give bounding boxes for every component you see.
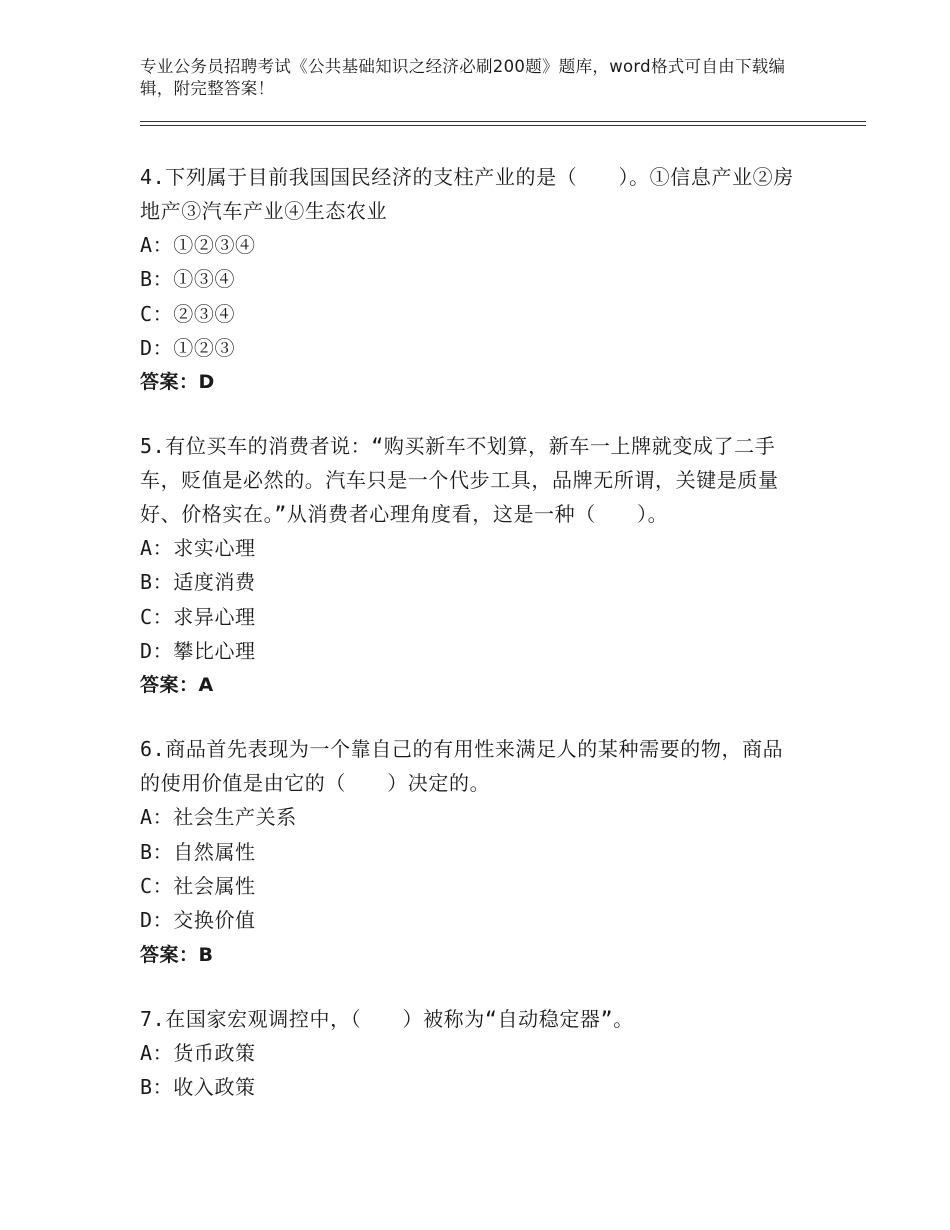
header-divider-top bbox=[140, 121, 866, 122]
option-a: A：社会生产关系 bbox=[140, 805, 297, 830]
question-stem: 7.在国家宏观调控中，（ ）被称为“自动稳定器”。 bbox=[140, 1006, 634, 1031]
question-6 bbox=[140, 732, 800, 971]
option-a: A：①②③④ bbox=[140, 233, 256, 257]
document-header: 专业公务员招聘考试《公共基础知识之经济必刷200题》题库，word格式可自由下载编辑，附完整答案！ bbox=[140, 57, 786, 98]
option-a: A：求实心理 bbox=[140, 536, 256, 561]
answer-line: 答案：D bbox=[140, 371, 215, 394]
option-b: B：收入政策 bbox=[140, 1074, 256, 1099]
question-stem: 5.有位买车的消费者说：“购买新车不划算，新车一上牌就变成了二手车，贬值是必然的。汽车只是一个代步工具，品牌无所谓，关键是质量好、价格实在。”从消费者心理角度看，这是一种（ ）。 bbox=[140, 434, 779, 527]
answer-line: 答案：A bbox=[140, 674, 214, 697]
option-d: D：①②③ bbox=[140, 335, 236, 360]
question-list bbox=[140, 160, 800, 1134]
question-5 bbox=[140, 429, 800, 702]
option-c: C：②③④ bbox=[140, 301, 236, 326]
option-c: C：社会属性 bbox=[140, 873, 256, 898]
answer-line: 答案：B bbox=[140, 943, 214, 966]
option-a: A：货币政策 bbox=[140, 1040, 256, 1065]
question-stem: 4.下列属于目前我国国民经济的支柱产业的是（ ）。①信息产业②房地产③汽车产业④生态农业 bbox=[140, 165, 794, 223]
question-7 bbox=[140, 1002, 800, 1105]
option-b: B：①③④ bbox=[140, 267, 236, 292]
option-d: D：攀比心理 bbox=[140, 639, 256, 664]
question-4 bbox=[140, 160, 800, 399]
option-b: B：适度消费 bbox=[140, 570, 256, 595]
option-c: C：求异心理 bbox=[140, 604, 256, 629]
question-stem: 6.商品首先表现为一个靠自己的有用性来满足人的某种需要的物，商品的使用价值是由它的（ ）决定的。 bbox=[140, 737, 784, 796]
option-d: D：交换价值 bbox=[140, 908, 256, 933]
header-divider-bottom bbox=[140, 125, 866, 126]
option-b: B：自然属性 bbox=[140, 839, 256, 864]
